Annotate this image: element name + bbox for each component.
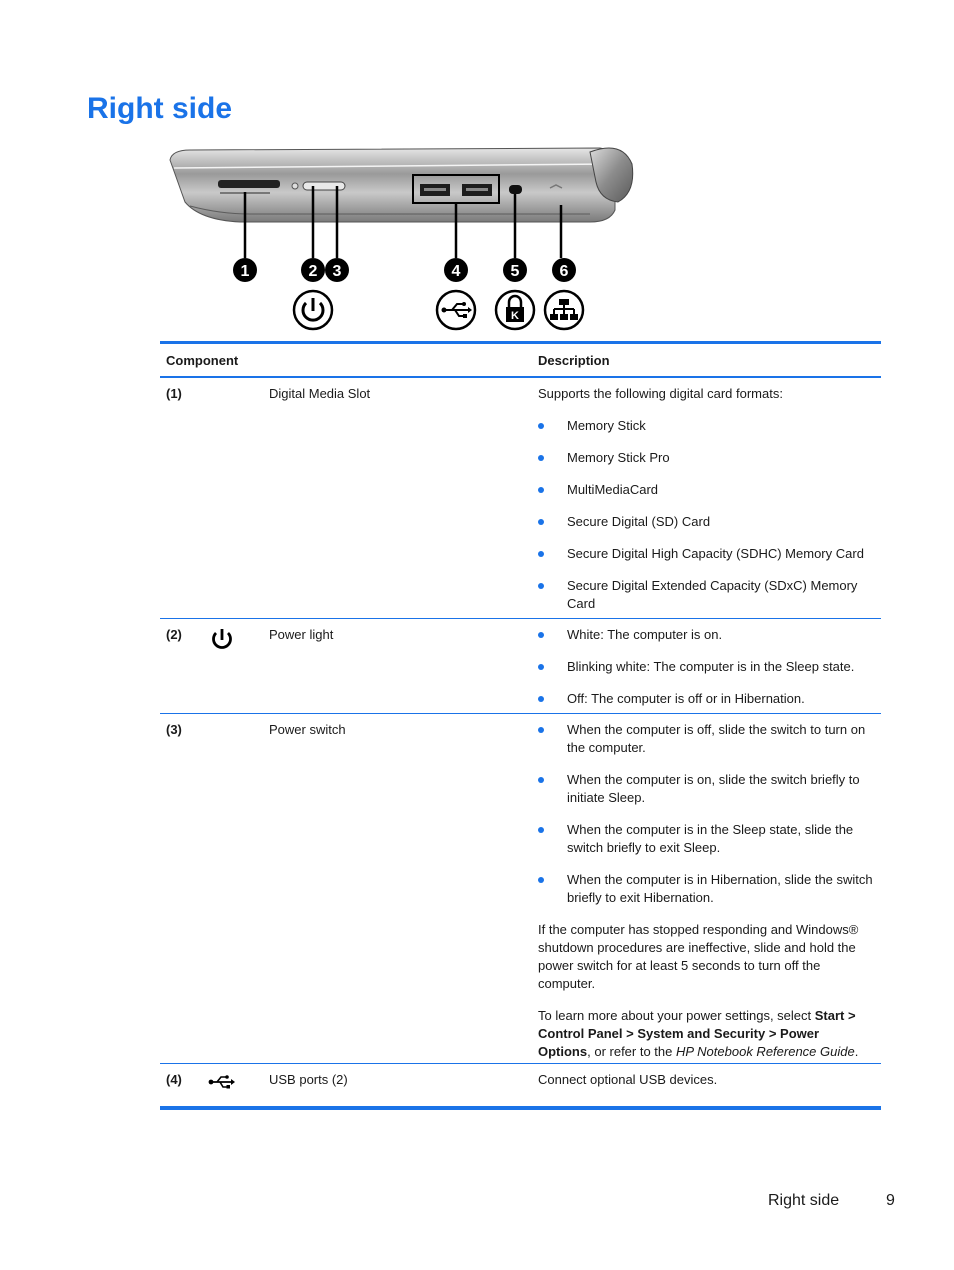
callout-1: [233, 258, 257, 282]
row-number: (1): [166, 386, 182, 401]
table-row: [160, 619, 881, 713]
security-slot: [509, 185, 522, 194]
bullet-list: [538, 417, 875, 613]
row-icon-cell: [206, 1064, 269, 1106]
bullet-icon: [538, 455, 544, 461]
bullet-item: Blinking white: The computer is in the Sleep state.: [538, 658, 875, 676]
description-intro: Supports the following digital card formats:: [538, 386, 783, 401]
power-icon: [210, 627, 234, 651]
bullet-icon: [538, 423, 544, 429]
bullet-item: MultiMediaCard: [538, 481, 875, 499]
row-number: (4): [166, 1072, 182, 1087]
bullet-item: Secure Digital High Capacity (SDHC) Memory Card: [538, 545, 875, 563]
table-row: [160, 714, 881, 1063]
page-title: Right side: [87, 92, 233, 125]
bullet-icon: [538, 487, 544, 493]
bullet-item: When the computer is in the Sleep state, slide the switch briefly to exit Sleep.: [538, 821, 875, 857]
table-bottom-rule: [160, 1106, 881, 1110]
bullet-icon: [538, 777, 544, 783]
svg-text:2: 2: [308, 263, 318, 280]
bullet-icon: [538, 632, 544, 638]
svg-text:1: 1: [240, 263, 250, 280]
row-description: [532, 619, 881, 713]
network-icon: [545, 291, 583, 329]
row-icon-cell: [206, 378, 269, 618]
footer-section-label: Right side: [768, 1192, 840, 1209]
bullet-icon: [538, 583, 544, 589]
svg-text:K: K: [511, 310, 519, 322]
row-component-name: Power switch: [269, 722, 346, 737]
bullet-item: Secure Digital Extended Capacity (SDxC) Memory Card: [538, 577, 875, 613]
bullet-icon: [538, 727, 544, 733]
description-paragraph: If the computer has stopped responding and Windows® shutdown procedures are ineffective, slide and hold the power switch for at least 5 seconds to turn off the computer.: [538, 922, 859, 991]
bullet-item: Off: The computer is off or in Hibernation.: [538, 690, 875, 708]
row-number: (3): [166, 722, 182, 737]
row-description: [532, 1064, 881, 1106]
bullet-icon: [538, 551, 544, 557]
bullet-list: [538, 626, 875, 708]
svg-text:6: 6: [559, 263, 569, 280]
row-number: (2): [166, 627, 182, 642]
usb-icon: [208, 1074, 236, 1090]
bullet-list: [538, 721, 875, 907]
row-component-name: Digital Media Slot: [269, 386, 371, 401]
svg-text:4: 4: [451, 263, 461, 280]
bullet-icon: [538, 877, 544, 883]
header-description: Description: [538, 352, 610, 368]
row-description: [532, 378, 881, 618]
notebook-right-side-figure: [160, 140, 650, 340]
media-slot: [218, 180, 280, 188]
bullet-icon: [538, 827, 544, 833]
header-component: Component: [166, 352, 239, 368]
callout-2: [301, 258, 325, 282]
row-component-name: USB ports (2): [269, 1072, 348, 1087]
bullet-icon: [538, 519, 544, 525]
row-component-name: Power light: [269, 627, 334, 642]
bullet-item: When the computer is in Hibernation, slide the switch briefly to exit Hibernation.: [538, 871, 875, 907]
callout-4: [444, 258, 468, 282]
row-icon-cell: [206, 714, 269, 1063]
table-row: [160, 1064, 881, 1106]
bullet-item: Memory Stick Pro: [538, 449, 875, 467]
bullet-item: Memory Stick: [538, 417, 875, 435]
power-light: [292, 183, 298, 189]
bullet-item: White: The computer is on.: [538, 626, 875, 644]
guide-reference: HP Notebook Reference Guide: [675, 1044, 855, 1059]
row-description: [532, 714, 881, 1063]
table-row: [160, 378, 881, 618]
callout-3: [325, 258, 349, 282]
bullet-item: When the computer is on, slide the switch briefly to initiate Sleep.: [538, 771, 875, 807]
bullet-icon: [538, 696, 544, 702]
bullet-item: When the computer is off, slide the switch to turn on the computer.: [538, 721, 875, 757]
bullet-item: Secure Digital (SD) Card: [538, 513, 875, 531]
description-text: Connect optional USB devices.: [538, 1072, 718, 1087]
svg-text:3: 3: [332, 263, 342, 280]
bullet-icon: [538, 664, 544, 670]
callout-5: [503, 258, 527, 282]
component-table: [160, 341, 881, 1110]
row-icon-cell: [206, 619, 269, 713]
usb-icon: [437, 291, 475, 329]
power-switch: [303, 182, 345, 190]
lock-icon: [496, 291, 534, 329]
footer-page-number: 9: [886, 1192, 895, 1209]
callout-6: [552, 258, 576, 282]
menu-path: Start > Control Panel > System and Security > Power Options: [538, 1008, 856, 1059]
power-icon: [294, 291, 332, 329]
table-header-row: [160, 344, 881, 376]
svg-text:5: 5: [510, 263, 520, 280]
description-paragraph: To learn more about your power settings, select Start > Control Panel > System and Security > Power Options, or refer to the HP Notebook Reference Guide.: [538, 1008, 859, 1059]
